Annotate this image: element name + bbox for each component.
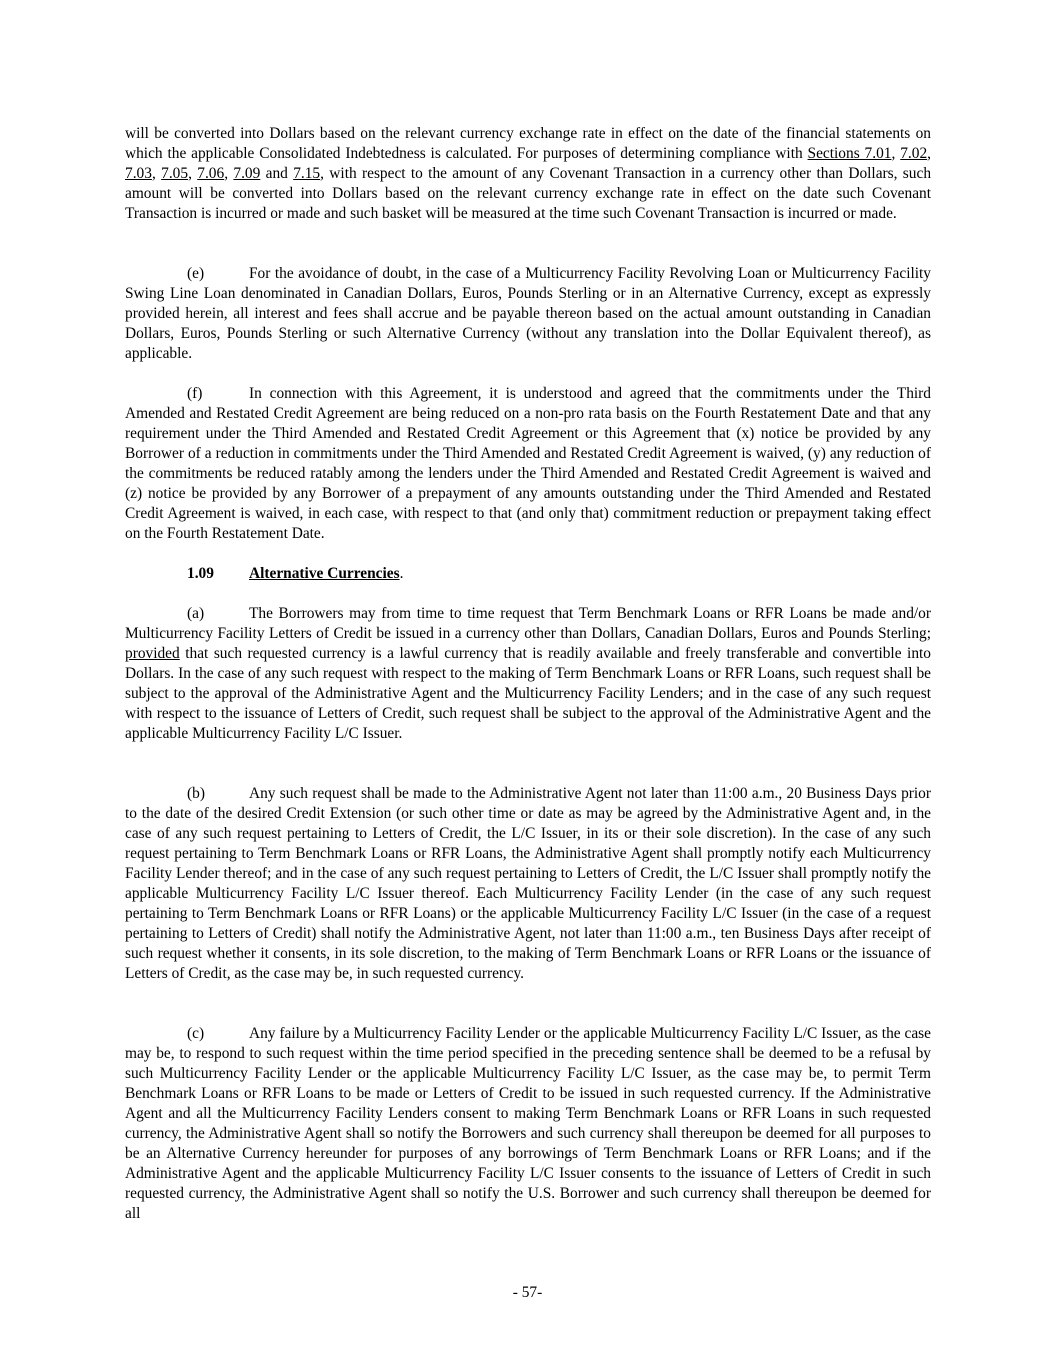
section-title: Alternative Currencies — [249, 565, 400, 582]
section-reference: Sections 7.01 — [807, 145, 892, 162]
paragraph-label: (e) — [187, 265, 205, 282]
paragraph-a — [125, 604, 931, 744]
section-number: 1.09 — [187, 565, 214, 582]
paragraph-c — [125, 1024, 931, 1224]
paragraph-f — [125, 384, 931, 544]
paragraph-e — [125, 264, 931, 364]
section-reference: 7.02 — [900, 145, 928, 162]
paragraph-label: (b) — [187, 785, 205, 802]
section-reference: 7.09 — [233, 165, 261, 182]
separator-text: , — [151, 165, 162, 182]
paragraph-text: For the avoidance of doubt, in the case of a Multicurrency Facility Revolving Loan or Multicurrency Facility Swing Line Loan denominated in Canadian Dollars, Euros, Pounds Sterling or in an Alternative Currency, except as expressly provided herein, all interest and fees shall accrue and be payable thereon based on the actual amount outstanding in Canadian Dollars, Euros, Pounds Sterling or such Alternative Currency (without any translation into the Dollar Equivalent thereof), as applicable. — [125, 265, 931, 362]
separator-text: , — [188, 165, 198, 182]
paragraph-text: Any such request shall be made to the Administrative Agent not later than 11:00 a.m., 20 Business Days prior to the date of the desired Credit Extension (or such other time or date as may be agreed by the Administrative Agent and, in the case of any such request pertaining to Letters of Credit, the L/C Issuer, in its or their sole discretion). In the case of any such request pertaining to Term Benchmark Loans or RFR Loans, the Administrative Agent shall promptly notify each Multicurrency Facility Lender thereof; and in the case of any such request pertaining to Letters of Credit, the L/C Issuer shall promptly notify the applicable Multicurrency Facility L/C Issuer thereof. Each Multicurrency Facility Lender (in the case of any such request pertaining to Term Benchmark Loans or RFR Loans) or the applicable Multicurrency Facility L/C Issuer (in the case of a request pertaining to Letters of Credit) shall notify the Administrative Agent, not later than 11:00 a.m., ten Business Days after receipt of such request whether it consents, in its sole discretion, to the making of Term Benchmark Loans or RFR Loans or the issuance of Letters of Credit, as the case may be, in such requested currency. — [125, 785, 931, 982]
paragraph-text: Any failure by a Multicurrency Facility Lender or the applicable Multicurrency Facility L/C Issuer, as the case may be, to respond to such request within the time period specified in the preceding sentence shall be deemed to be a refusal by such Multicurrency Facility Lender or the applicable Multicurrency Facility L/C Issuer, as the case may be, to permit Term Benchmark Loans or RFR Loans to be made or Letters of Credit to be issued in such requested currency. If the Administrative Agent and all the Multicurrency Facility Lenders consent to making Term Benchmark Loans or RFR Loans in such requested currency, the Administrative Agent shall so notify the Borrowers and such currency shall thereupon be deemed for all purposes to be an Alternative Currency hereunder for purposes of any borrowings of Term Benchmark Loans or RFR Loans; and if the Administrative Agent and the applicable Multicurrency Facility L/C Issuer consents to the issuance of Letters of Credit in such requested currency, the Administrative Agent shall so notify the U.S. Borrower and such currency shall thereupon be deemed for all — [125, 1025, 931, 1222]
provided-term: provided — [125, 645, 180, 662]
paragraph-text: , with respect to the amount of any Covenant Transaction in a currency other than Dollars, such amount will be converted into Dollars based on the relevant currency exchange rate in effect on the date such Covenant Transaction is incurred or made and such basket will be measured at the time such Covenant Transaction is incurred or made. — [125, 165, 932, 222]
paragraph-continuation — [125, 124, 931, 224]
section-reference: 7.05 — [161, 165, 189, 182]
paragraph-text: The Borrowers may from time to time request that Term Benchmark Loans or RFR Loans be made and/or Multicurrency Facility Letters of Credit be issued in a currency other than Dollars, Canadian Dollars, Euros and Pounds Sterling; — [125, 605, 931, 642]
section-title-period: . — [399, 565, 404, 582]
paragraph-text: will be converted into Dollars based on the relevant currency exchange rate in effect on the date of the financial statements on which the applicable Consolidated Indebtedness is calculated. For purposes of determining compliance with — [125, 125, 931, 162]
separator-text: , — [927, 145, 931, 162]
paragraph-b — [125, 784, 931, 984]
separator-text: , — [891, 145, 901, 162]
paragraph-text: In connection with this Agreement, it is understood and agreed that the commitments under the Third Amended and Restated Credit Agreement are being reduced on a non-pro rata basis on the Fourth Restatement Date and that any requirement under the Third Amended and Restated Credit Agreement or this Agreement that (x) notice be provided by any Borrower of a reduction in commitments under the Third Amended and Restated Credit Agreement is waived, (y) any reduction of the commitments be reduced ratably among the lenders under the Third Amended and Restated Credit Agreement is waived and (z) notice be provided by any Borrower of a prepayment of any amounts outstanding under the Third Amended and Restated Credit Agreement is waived, in each case, with respect to that (and only that) commitment reduction or prepayment taking effect on the Fourth Restatement Date. — [125, 385, 931, 542]
separator-text: , — [224, 165, 234, 182]
section-reference: 7.06 — [197, 165, 225, 182]
section-heading — [187, 564, 403, 584]
page-number: - 57- — [512, 1284, 543, 1301]
separator-text: and — [260, 165, 294, 182]
paragraph-label: (c) — [187, 1025, 205, 1042]
paragraph-label: (f) — [187, 385, 203, 402]
section-reference: 7.15 — [293, 165, 321, 182]
paragraph-text: that such requested currency is a lawful currency that is readily available and freely transferable and convertible into Dollars. In the case of any such request with respect to the making of Term Benchmark Loans or RFR Loans, such request shall be subject to the approval of the Administrative Agent and the Multicurrency Facility Lenders; and in the case of any such request with respect to the issuance of Letters of Credit, such request shall be subject to the approval of the Administrative Agent and the applicable Multicurrency Facility L/C Issuer. — [125, 645, 931, 742]
section-reference: 7.03 — [125, 165, 152, 182]
paragraph-label: (a) — [187, 605, 205, 622]
